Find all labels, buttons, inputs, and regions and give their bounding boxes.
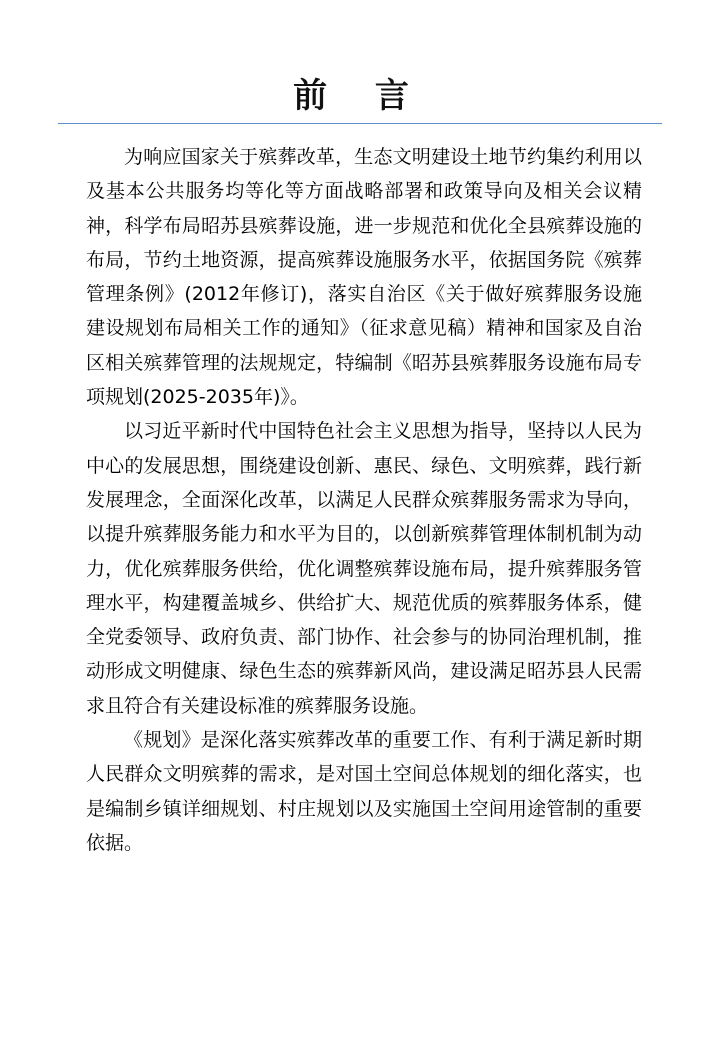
paragraph-2: 以习近平新时代中国特色社会主义思想为指导，坚持以人民为中心的发展思想，围绕建设创新、惠民、绿色、文明殡葬，践行新发展理念，全面深化改革，以满足人民群众殡葬服务需求为导向，以提升殡葬服务能力和水平为目的，以创新殡葬管理体制机制为动力，优化殡葬服务供给，优化调整殡葬设施布局，提升殡葬服务管理水平，构建覆盖城乡、供给扩大、规范优质的殡葬服务体系，健全党委领导、政府负责、部门协作、社会参与的协同治理机制，推动形成文明健康、绿色生态的殡葬新风尚，建设满足昭苏县人民需求且符合有关建设标准的殡葬服务设施。 <box>86 420 642 717</box>
paragraph-1: 为响应国家关于殡葬改革，生态文明建设土地节约集约利用以及基本公共服务均等化等方面战略部署和政策导向及相关会议精神，科学布局昭苏县殡葬设施，进一步规范和优化全县殡葬设施的布局，节约土地资源，提高殡葬设施服务水平，依据国务院《殡葬管理条例》(2012年修订)，落实自治区《关于做好殡葬服务设施建设规划布局相关工作的通知》（征求意见稿）精神和国家及自治区相关殡葬管理的法规规定，特编制《昭苏县殡葬服务设施布局专项规划(2025-2035年)》。 <box>86 146 642 409</box>
title-divider <box>58 123 662 124</box>
body-text <box>86 140 642 860</box>
paragraph-3: 《规划》是深化落实殡葬改革的重要工作、有利于满足新时期人民群众文明殡葬的需求，是对国土空间总体规划的细化落实，也是编制乡镇详细规划、村庄规划以及实施国土空间用途管制的重要依据。 <box>86 729 642 854</box>
page-title: 前 言 <box>293 76 427 116</box>
